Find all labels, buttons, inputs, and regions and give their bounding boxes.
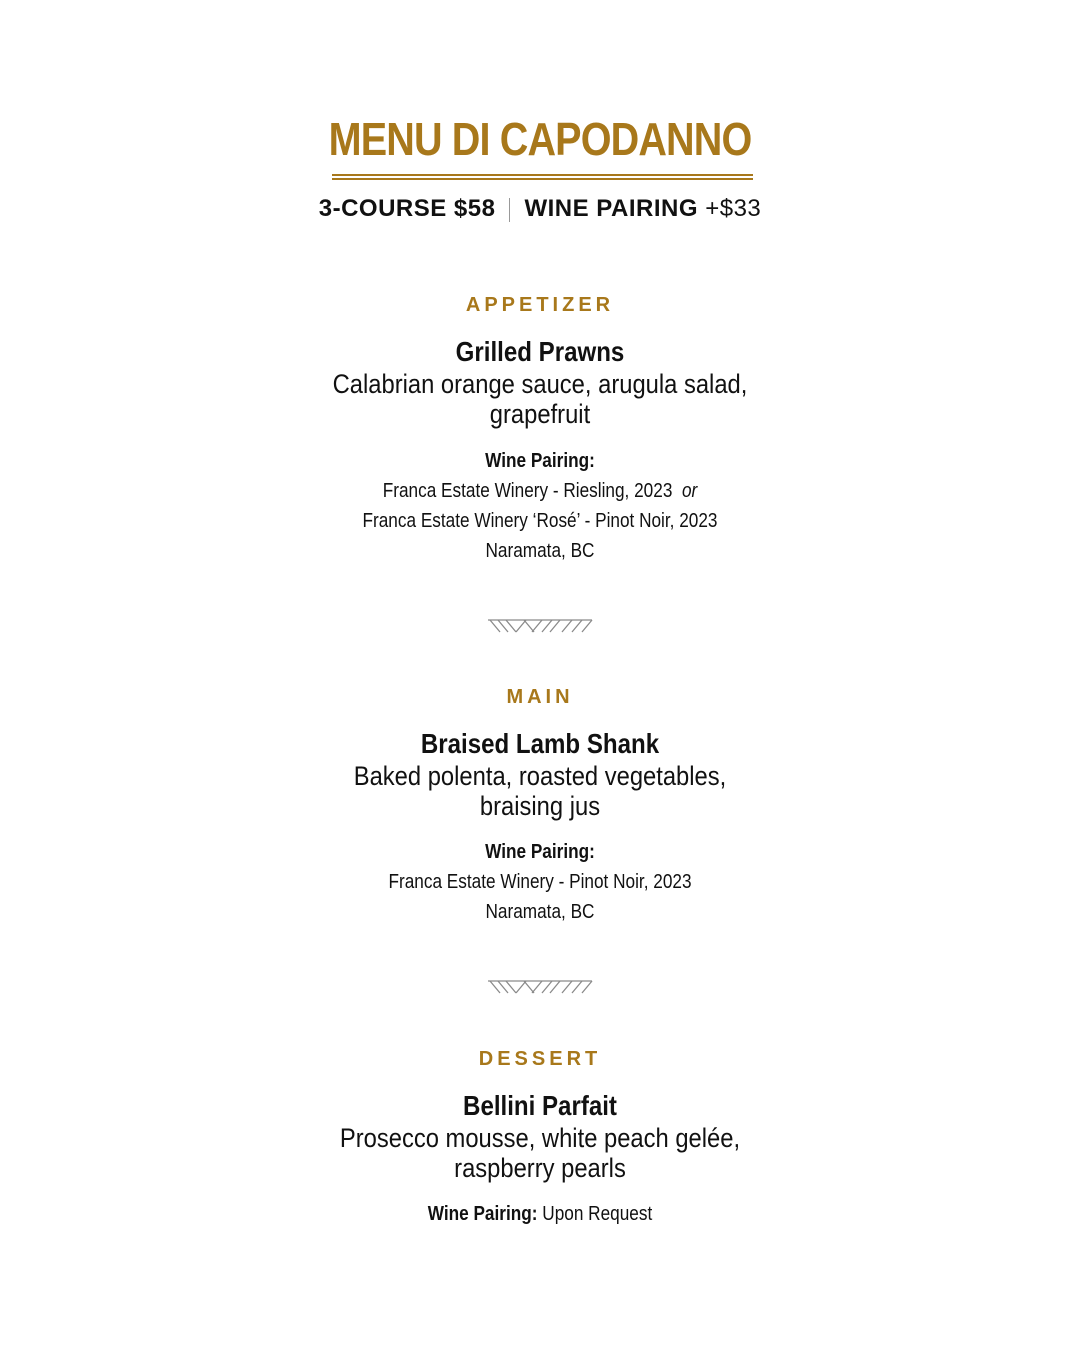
main-wine-pairing-label: Wine Pairing: (485, 841, 595, 863)
appetizer-wine-1-text: Franca Estate Winery - Riesling, 2023 (382, 480, 673, 502)
course-price: 3-COURSE $58 (318, 195, 496, 222)
appetizer-wine-2: Franca Estate Winery ‘Rosé’ - Pinot Noir, 2023 (362, 510, 718, 532)
main-dish-name: Braised Lamb Shank (420, 728, 660, 759)
dessert-dish-description: Prosecco mousse, white peach gelée, raspberry pearls (339, 1123, 741, 1183)
appetizer-heading: APPETIZER (465, 294, 615, 316)
main-heading: MAIN (506, 686, 574, 708)
main-wine-region: Naramata, BC (485, 901, 595, 923)
appetizer-dish-description: Calabrian orange sauce, arugula salad, grapefruit (332, 369, 748, 429)
dessert-heading: DESSERT (478, 1048, 602, 1070)
appetizer-wine-pairing-label: Wine Pairing: (485, 450, 595, 472)
ornament-divider-icon (486, 979, 594, 995)
title-double-rule (332, 174, 753, 180)
main-wine-1: Franca Estate Winery - Pinot Noir, 2023 (388, 871, 692, 893)
dessert-wine-pairing (76, 1203, 1005, 1226)
title-rule-top-line (332, 174, 753, 176)
pricing-separator (509, 198, 510, 222)
wine-pairing-label: WINE PAIRING (524, 195, 699, 222)
appetizer-dish-name: Grilled Prawns (455, 336, 625, 367)
appetizer-wine-1 (76, 480, 1005, 503)
title-rule-bottom-line (332, 178, 753, 180)
main-dish-description: Baked polenta, roasted vegetables, braising jus (353, 761, 727, 821)
wine-pairing-price: +$33 (705, 195, 762, 222)
ornament-divider-icon (486, 618, 594, 634)
dessert-wine-pairing-label: Wine Pairing: (427, 1203, 538, 1225)
dessert-dish-name: Bellini Parfait (463, 1090, 617, 1121)
appetizer-wine-or: or (681, 480, 698, 502)
appetizer-wine-region: Naramata, BC (485, 540, 595, 562)
dessert-wine-pairing-value: Upon Request (542, 1203, 653, 1225)
menu-title: MENU DI CAPODANNO (328, 113, 752, 165)
pricing-line (0, 195, 1080, 223)
